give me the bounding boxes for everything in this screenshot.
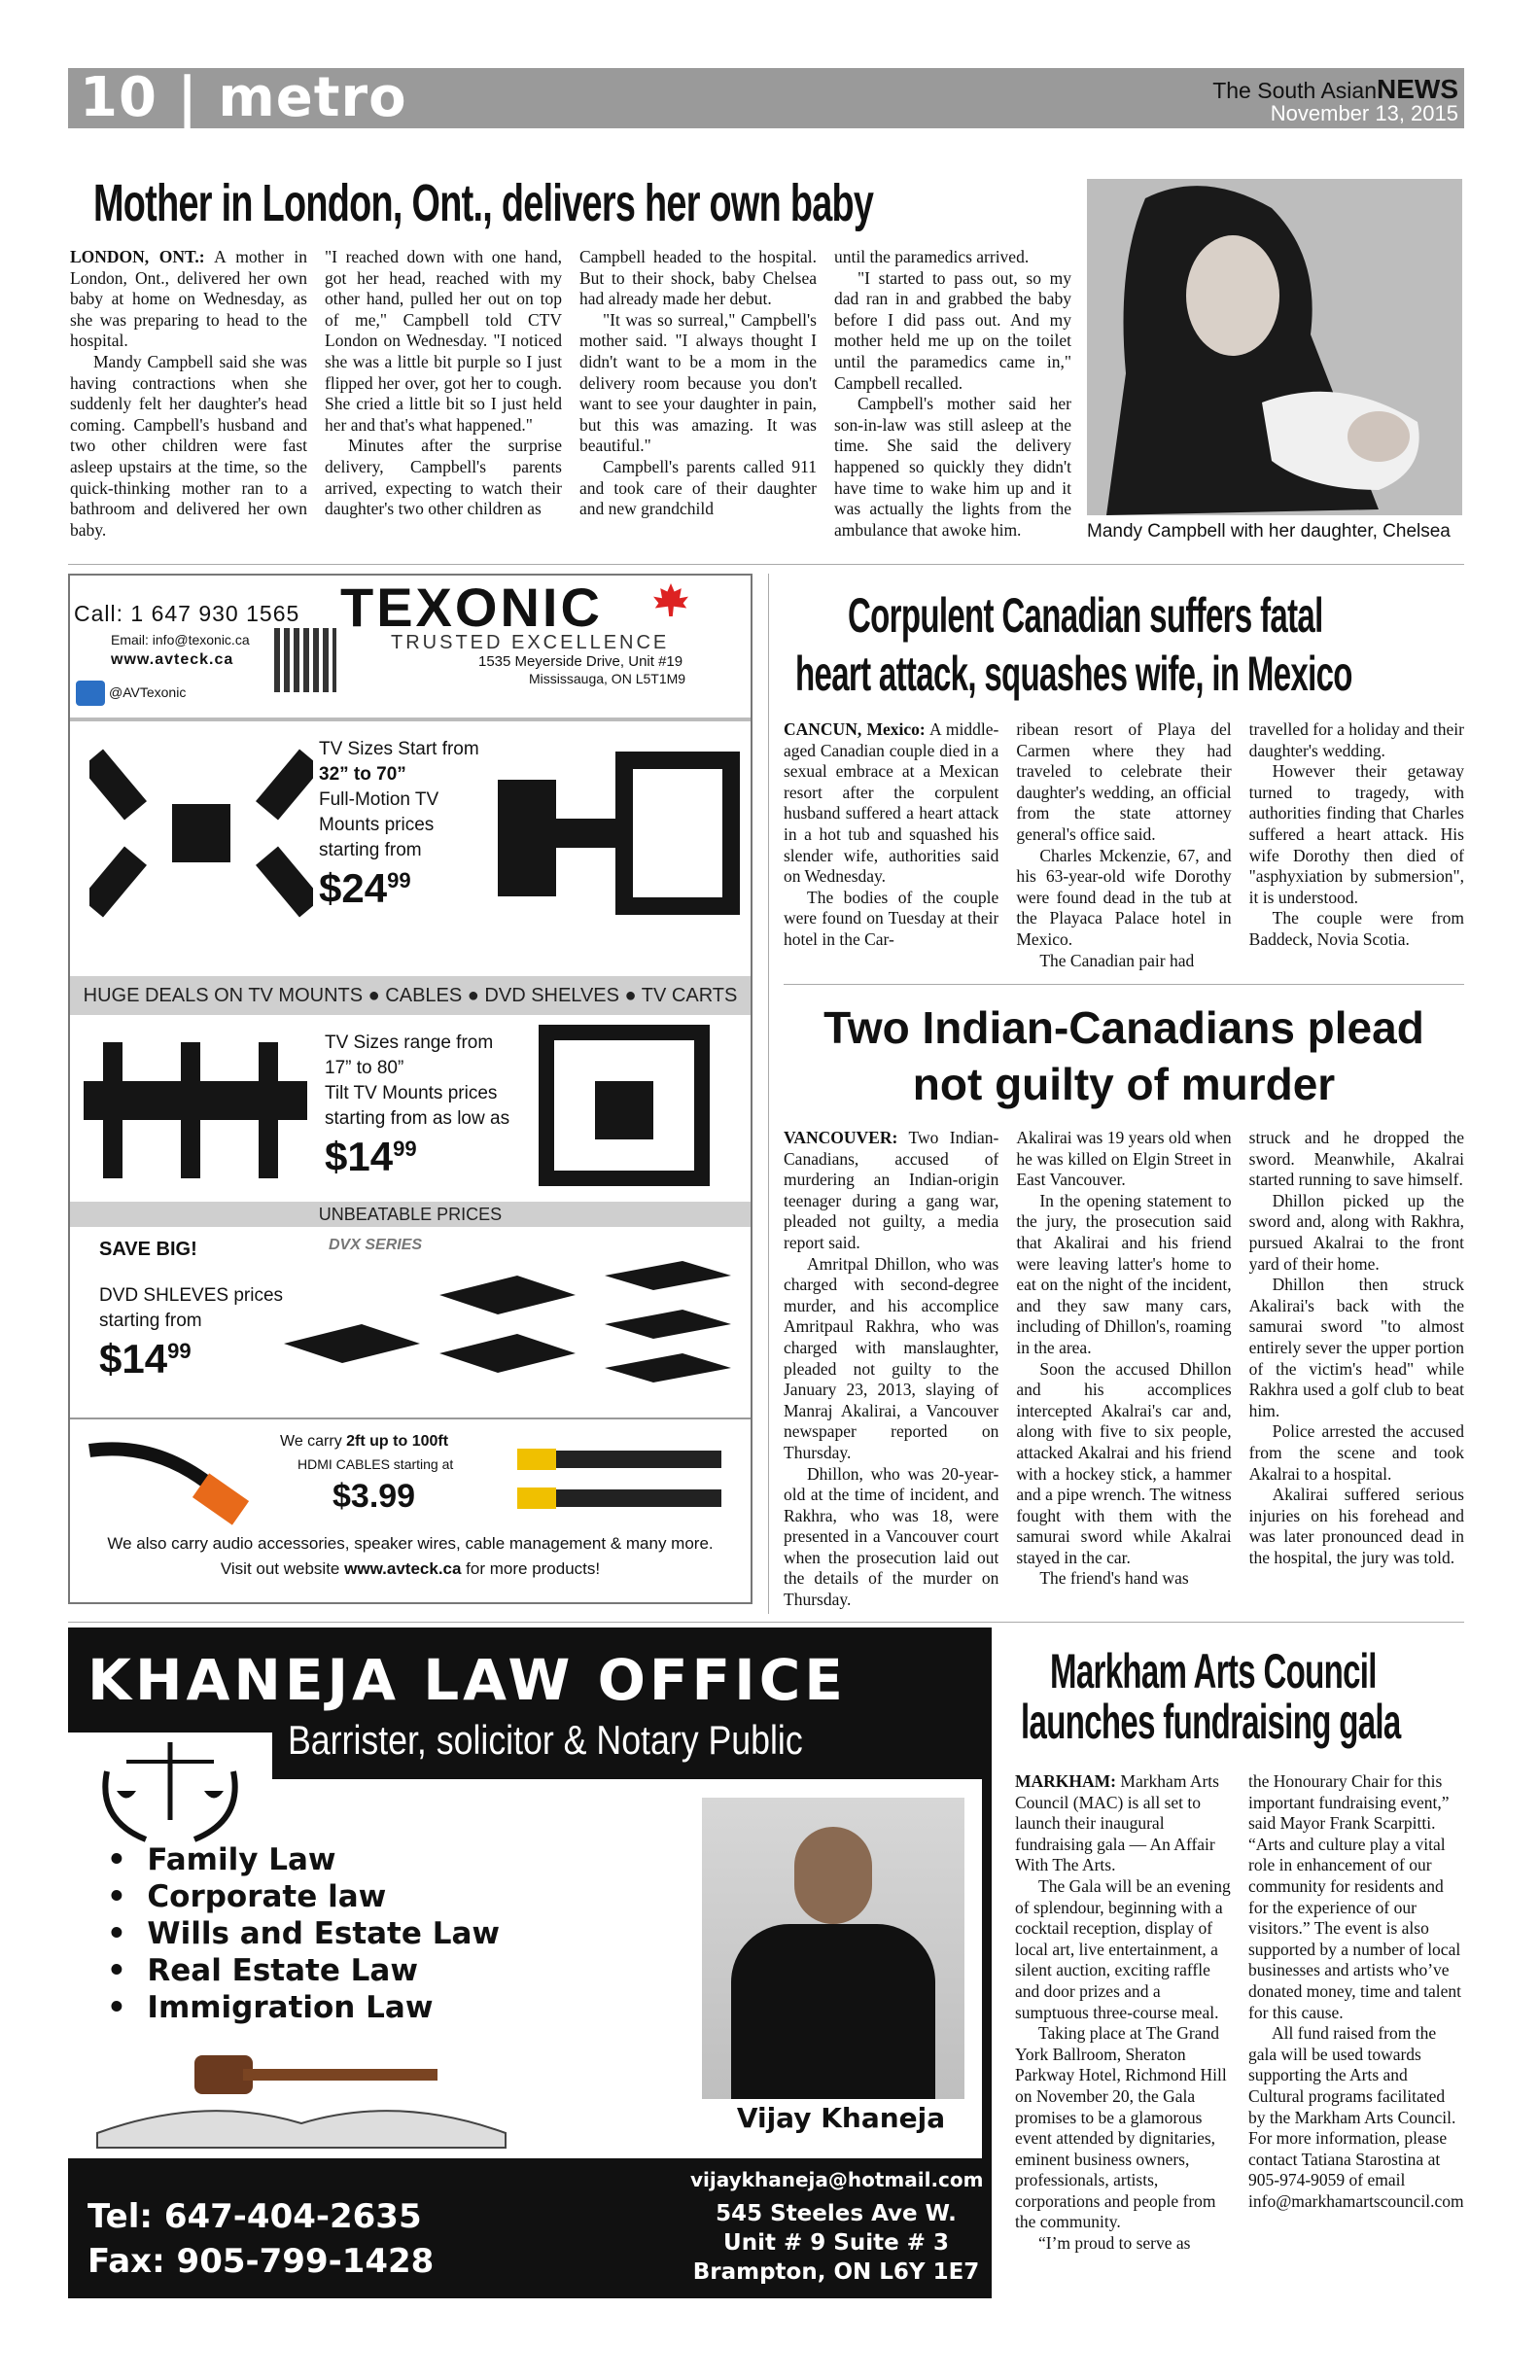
law-office-subtitle: Barrister, solicitor & Notary Public bbox=[288, 1717, 803, 1763]
story1-para: Campbell's parents called 911 and took care of their daughter and new grandchild bbox=[579, 456, 817, 519]
story1-para: Campbell's mother said her son-in-law was still asleep at the time. She said the delivery happened so quickly they didn't have time to wake him up and it was actually the lights from the ambulance that awoke him. bbox=[834, 394, 1071, 540]
hdmi-line: We carry 2ft up to 100ft bbox=[280, 1433, 449, 1450]
story4-para: the Honourary Chair for this important fundraising event,” said Mayor Frank Scarpitti. “Arts and culture play a vital role in enhancement of our community for residents and for the experience of our visitors.” The event is also supported by a number of local businesses and artists who’ve donated money, time and talent for this cause. bbox=[1248, 1771, 1462, 2022]
ad-website: www.avteck.ca bbox=[111, 651, 234, 668]
story1-col1 bbox=[70, 247, 307, 544]
story2-headline-1: Corpulent Canadian suffers fatal bbox=[848, 588, 1323, 643]
story3-para: The friend's hand was bbox=[1039, 1568, 1189, 1589]
articulating-mount-image bbox=[498, 741, 741, 916]
section-title: 10 | metro bbox=[80, 66, 407, 129]
texonic-address-1: 1535 Meyerside Drive, Unit #19 bbox=[478, 653, 683, 670]
scales-of-justice-icon bbox=[88, 1732, 253, 1849]
story2-body bbox=[784, 719, 1464, 974]
law-address-1: 545 Steeles Ave W. bbox=[716, 2201, 957, 2226]
texonic-ad bbox=[68, 574, 752, 1604]
story3-para: VANCOUVER: Two Indian-Canadians, accused of murdering an Indian-origin teenager during a gang war, pleaded not guilty, a media report said. bbox=[784, 1128, 999, 1252]
texonic-tagline: TRUSTED EXCELLENCE bbox=[391, 632, 670, 653]
story4-para: The Gala will be an evening of splendour, beginning with a cocktail reception, display of local art, live entertainment, a silent auction, exciting raffle and door prizes and a sumptuous three-course meal. bbox=[1015, 1875, 1231, 2022]
photo-caption: Mandy Campbell with her daughter, Chelsea bbox=[1087, 521, 1451, 542]
practice-area-item: • Wills and Estate Law bbox=[107, 1916, 501, 1951]
story1-para: "It was so surreal," Campbell's mother said. "I always thought I didn't want to be a mom in the delivery room because you don't want to see your daughter in pain, but this was amazing. It was beautiful." bbox=[579, 309, 817, 456]
story4-para: MARKHAM: Markham Arts Council (MAC) is all set to launch their inaugural fundraising gala — An Affair With The Arts. bbox=[1015, 1771, 1219, 1875]
practice-area-item: • Corporate law bbox=[107, 1879, 387, 1914]
khaneja-law-ad bbox=[68, 1628, 992, 2298]
save-big-label: SAVE BIG! bbox=[99, 1239, 197, 1260]
story2-col3 bbox=[1249, 719, 1464, 974]
story1-body bbox=[70, 247, 1071, 544]
hdmi-cable-image bbox=[80, 1431, 274, 1538]
story3-para: Akalirai was 19 years old when he was killed on Elgin Street in East Vancouver. bbox=[1016, 1128, 1232, 1190]
story4-para: All fund raised from the gala will be used towards supporting the Arts and Cultural programs facilitated by the Markham Arts Council. For more information, please contact Tatiana Starostina at 905-974-9059 of email info@markhamartscouncil.com bbox=[1248, 2023, 1464, 2211]
law-address-2: Unit # 9 Suite # 3 bbox=[723, 2230, 949, 2256]
dvd-shelves-line: DVD SHLEVES prices bbox=[99, 1285, 284, 1306]
story1-col3 bbox=[579, 247, 817, 544]
story3-para: Dhillon, who was 20-year-old at the time of incident, and Rakhra, who was 18, were presented in a Vancouver court when the prosecution laid out the details of the murder on Thursday. bbox=[784, 1463, 999, 1610]
story3-para: Dhillon then struck Akalirai's back with the samurai sword "to almost entirely sever the upper portion of the victim's head" while Rakhra used a golf club to beat him. bbox=[1248, 1275, 1464, 1420]
unbeatable-banner: UNBEATABLE PRICES bbox=[70, 1202, 751, 1227]
texonic-address-2: Mississauga, ON L5T1M9 bbox=[529, 671, 686, 686]
story2-para: The bodies of the couple were found on Tuesday at their hotel in the Car- bbox=[784, 887, 999, 949]
mount1-price: $\$24^{99}$ bbox=[319, 865, 411, 911]
ad-twitter: @AVTexonic bbox=[109, 684, 187, 700]
story3-para: Soon the accused Dhillon and his accomplices intercepted Akalrai's car and, along with five to six people, attacked Akalrai and his friend with a hockey stick, a hammer and a pipe wrench. The witness fought with them with the samurai sword while Akalrai stayed in the car. bbox=[1016, 1358, 1232, 1567]
divider bbox=[784, 984, 1464, 985]
mother-baby-photo bbox=[1087, 179, 1462, 515]
story1-col2 bbox=[325, 247, 562, 544]
story1-headline: Mother in London, Ont., delivers her own baby bbox=[93, 174, 874, 232]
law-email: vijaykhaneja@hotmail.com bbox=[690, 2168, 984, 2191]
divider bbox=[70, 718, 752, 721]
story3-body bbox=[784, 1128, 1464, 1614]
dvd-shelves-price: $\$14^{99}$ bbox=[99, 1336, 192, 1382]
law-phone: Tel: 647-404-2635 bbox=[88, 2197, 422, 2236]
story3-para: Dhillon picked up the sword and, along with Rakhra, pursued Akalrai to the front yard of their home. bbox=[1248, 1190, 1464, 1274]
story2-para: The Canadian pair had bbox=[1039, 950, 1195, 970]
story2-para: However their getaway turned to tragedy, with authorities finding that Charles suffered a heart attack. His wife Dorothy then died of "asphyxiation by submersion", it is understood. bbox=[1248, 761, 1464, 907]
hdmi-line: HDMI CABLES starting at bbox=[298, 1456, 454, 1472]
twitter-icon bbox=[76, 681, 105, 706]
mount2-line: Tilt TV Mounts prices bbox=[325, 1083, 498, 1103]
mount1-line: 32” to 70” bbox=[319, 764, 406, 785]
mount2-line: starting from as low as bbox=[325, 1108, 510, 1129]
dvd-shelves-image bbox=[284, 1256, 741, 1392]
hdmi-price: $3.99 bbox=[332, 1478, 416, 1515]
story1-para: Mandy Campbell said she was having contractions when she suddenly felt her daughter's head coming. Campbell's husband and two other children were fast asleep upstairs at the time, so the quick-thinking mother ran to a bathroom and delivered her own baby. bbox=[70, 351, 307, 540]
story3-headline-1: Two Indian-Canadians plead bbox=[823, 1002, 1424, 1053]
qr-code-icon bbox=[274, 628, 336, 692]
story3-col1 bbox=[784, 1128, 998, 1614]
attorney-photo bbox=[702, 1798, 964, 2099]
maple-leaf-icon bbox=[653, 583, 688, 616]
story3-para: struck and he dropped the sword. Meanwhile, Akalrai started running to save himself. bbox=[1248, 1128, 1464, 1190]
law-fax: Fax: 905-799-1428 bbox=[88, 2242, 435, 2281]
mount2-line: TV Sizes range from bbox=[325, 1032, 494, 1053]
gavel-book-icon bbox=[88, 2036, 515, 2152]
attorney-name: Vijay Khaneja bbox=[736, 2102, 946, 2134]
story2-para: Charles Mckenzie, 67, and his 63-year-old wife Dorothy were found dead in the tub at the Playaca Palace hotel in Mexico. bbox=[1016, 845, 1232, 949]
law-office-title: KHANEJA LAW OFFICE bbox=[88, 1647, 847, 1713]
ad-footer-2: Visit out website www.avteck.ca for more products! bbox=[220, 1559, 601, 1578]
ad-footer-1: We also carry audio accessories, speaker wires, cable management & many more. bbox=[107, 1534, 714, 1553]
story1-para: "I started to pass out, so my dad ran in and grabbed the baby before I did pass out. And my mother held me up on the toilet until the paramedics came in," Campbell recalled. bbox=[834, 267, 1071, 393]
attorney-head bbox=[794, 1827, 872, 1924]
story3-col3 bbox=[1249, 1128, 1464, 1614]
story2-col1 bbox=[784, 719, 998, 974]
story3-headline-2: not guilty of murder bbox=[912, 1059, 1336, 1109]
practice-area-item: • Real Estate Law bbox=[107, 1953, 418, 1988]
issue-date: November 13, 2015 bbox=[1270, 101, 1458, 125]
story4-body bbox=[1015, 1771, 1464, 2316]
story4-para: Taking place at The Grand York Ballroom, Sheraton Parkway Hotel, Richmond Hill on November 20, the Gala promises to be a glamorous event attended by dignitaries, eminent business owners, professionals, artists, corporations and people from the community. bbox=[1015, 2023, 1227, 2232]
full-motion-mount-image bbox=[89, 731, 313, 935]
story1-para: Campbell headed to the hospital. But to their shock, baby Chelsea had already made her debut. bbox=[579, 247, 817, 309]
dvd-shelves-line: starting from bbox=[99, 1311, 202, 1331]
mount1-line: Mounts prices bbox=[319, 815, 435, 835]
mount1-line: TV Sizes Start from bbox=[319, 739, 479, 759]
story4-headline-1: Markham Arts Council bbox=[1050, 1644, 1377, 1698]
ad-email: Email: info@texonic.ca bbox=[111, 632, 250, 648]
story2-para: CANCUN, Mexico: A middle-aged Canadian couple died in a sexual embrace at a Mexican resort after the corpulent husband suffered a heart attack in a hot tub and squashed his slender wife, authorities said on Wednesday. bbox=[784, 719, 999, 887]
divider bbox=[68, 1622, 1464, 1623]
story1-para: "I reached down with one hand, got her head, reached with my other hand, pulled her out on top of me," Campbell told CTV London on Wednesday. "I noticed she was a little bit purple so I just flipped her over, got her to cough. She cried a little bit so I just held her and that's what happened." bbox=[325, 247, 562, 435]
story2-col2 bbox=[1016, 719, 1231, 974]
practice-area-item: • Immigration Law bbox=[107, 1990, 434, 2025]
divider bbox=[68, 564, 1464, 565]
story3-para: Police arrested the accused from the scene and took Akalrai to a hospital. bbox=[1248, 1421, 1464, 1484]
story4-col1 bbox=[1015, 1771, 1231, 2316]
story3-col2 bbox=[1016, 1128, 1231, 1614]
ad-phone: Call: 1 647 930 1565 bbox=[74, 601, 300, 626]
practice-area-item: • Family Law bbox=[107, 1842, 336, 1877]
divider bbox=[70, 1418, 752, 1419]
story1-para: LONDON, ONT.: A mother in London, Ont., delivered her own baby at home on Wednesday, as she was preparing to head to the hospital. bbox=[70, 247, 307, 351]
story1-para: Minutes after the surprise delivery, Campbell's parents arrived, expecting to watch their daughter's two other children as bbox=[325, 436, 562, 519]
story4-para: “I’m proud to serve as bbox=[1038, 2233, 1191, 2254]
deals-banner: HUGE DEALS ON TV MOUNTS ● CABLES ● DVD SHELVES ● TV CARTS bbox=[70, 976, 751, 1015]
story2-headline-2: heart attack, squashes wife, in Mexico bbox=[795, 647, 1352, 701]
story2-para: ribean resort of Playa del Carmen where they had traveled to celebrate their daughter's wedding, an official from the state attorney general's office said. bbox=[1016, 719, 1232, 844]
story3-para: Amritpal Dhillon, who was charged with second-degree murder, and his accomplice Amritpaul Rakhra, who was charged with manslaughter, pleaded not guilty to the January 23, 2013, slaying of Manraj Akalirai, a Vancouver newspaper reported on Thursday. bbox=[784, 1253, 999, 1462]
photo-illustration bbox=[1087, 179, 1462, 515]
column-divider bbox=[768, 574, 769, 1614]
mount2-line: 17” to 80” bbox=[325, 1058, 404, 1078]
story4-headline-2: launches fundraising gala bbox=[1021, 1695, 1401, 1749]
attorney-robe bbox=[731, 1924, 935, 2099]
story2-para: travelled for a holiday and their daughter's wedding. bbox=[1248, 719, 1464, 760]
tilt-mount-image bbox=[84, 1032, 307, 1188]
practice-areas-list bbox=[107, 1841, 500, 2026]
story1-para: until the paramedics arrived. bbox=[834, 247, 1030, 266]
mount1-line: Full-Motion TV bbox=[319, 789, 439, 810]
mount1-line: starting from bbox=[319, 840, 422, 860]
story2-para: The couple were from Baddeck, Novia Scotia. bbox=[1248, 908, 1464, 949]
hdmi-connectors-image bbox=[517, 1441, 741, 1519]
publication-name: The South AsianNEWS bbox=[1212, 74, 1458, 104]
story3-para: Akalirai suffered serious injuries on his forehead and was later pronounced dead in the hospital, the jury was told. bbox=[1248, 1485, 1464, 1567]
story3-para: In the opening statement to the jury, the prosecution said that Akalirai and his friend were leaving latter's home to eat on the night of the incident, and they saw many cars, including of Dhillon's, roaming in the area. bbox=[1016, 1190, 1232, 1357]
texonic-logo: TEXONIC bbox=[340, 577, 603, 638]
mount2-price: $\$14^{99}$ bbox=[325, 1134, 417, 1179]
tilt-mount-photo bbox=[527, 1023, 721, 1198]
story4-col2 bbox=[1248, 1771, 1464, 2316]
story1-col4 bbox=[834, 247, 1071, 544]
dvx-series-label: DVX SERIES bbox=[329, 1237, 423, 1253]
law-address-3: Brampton, ON L6Y 1E7 bbox=[692, 2259, 980, 2285]
